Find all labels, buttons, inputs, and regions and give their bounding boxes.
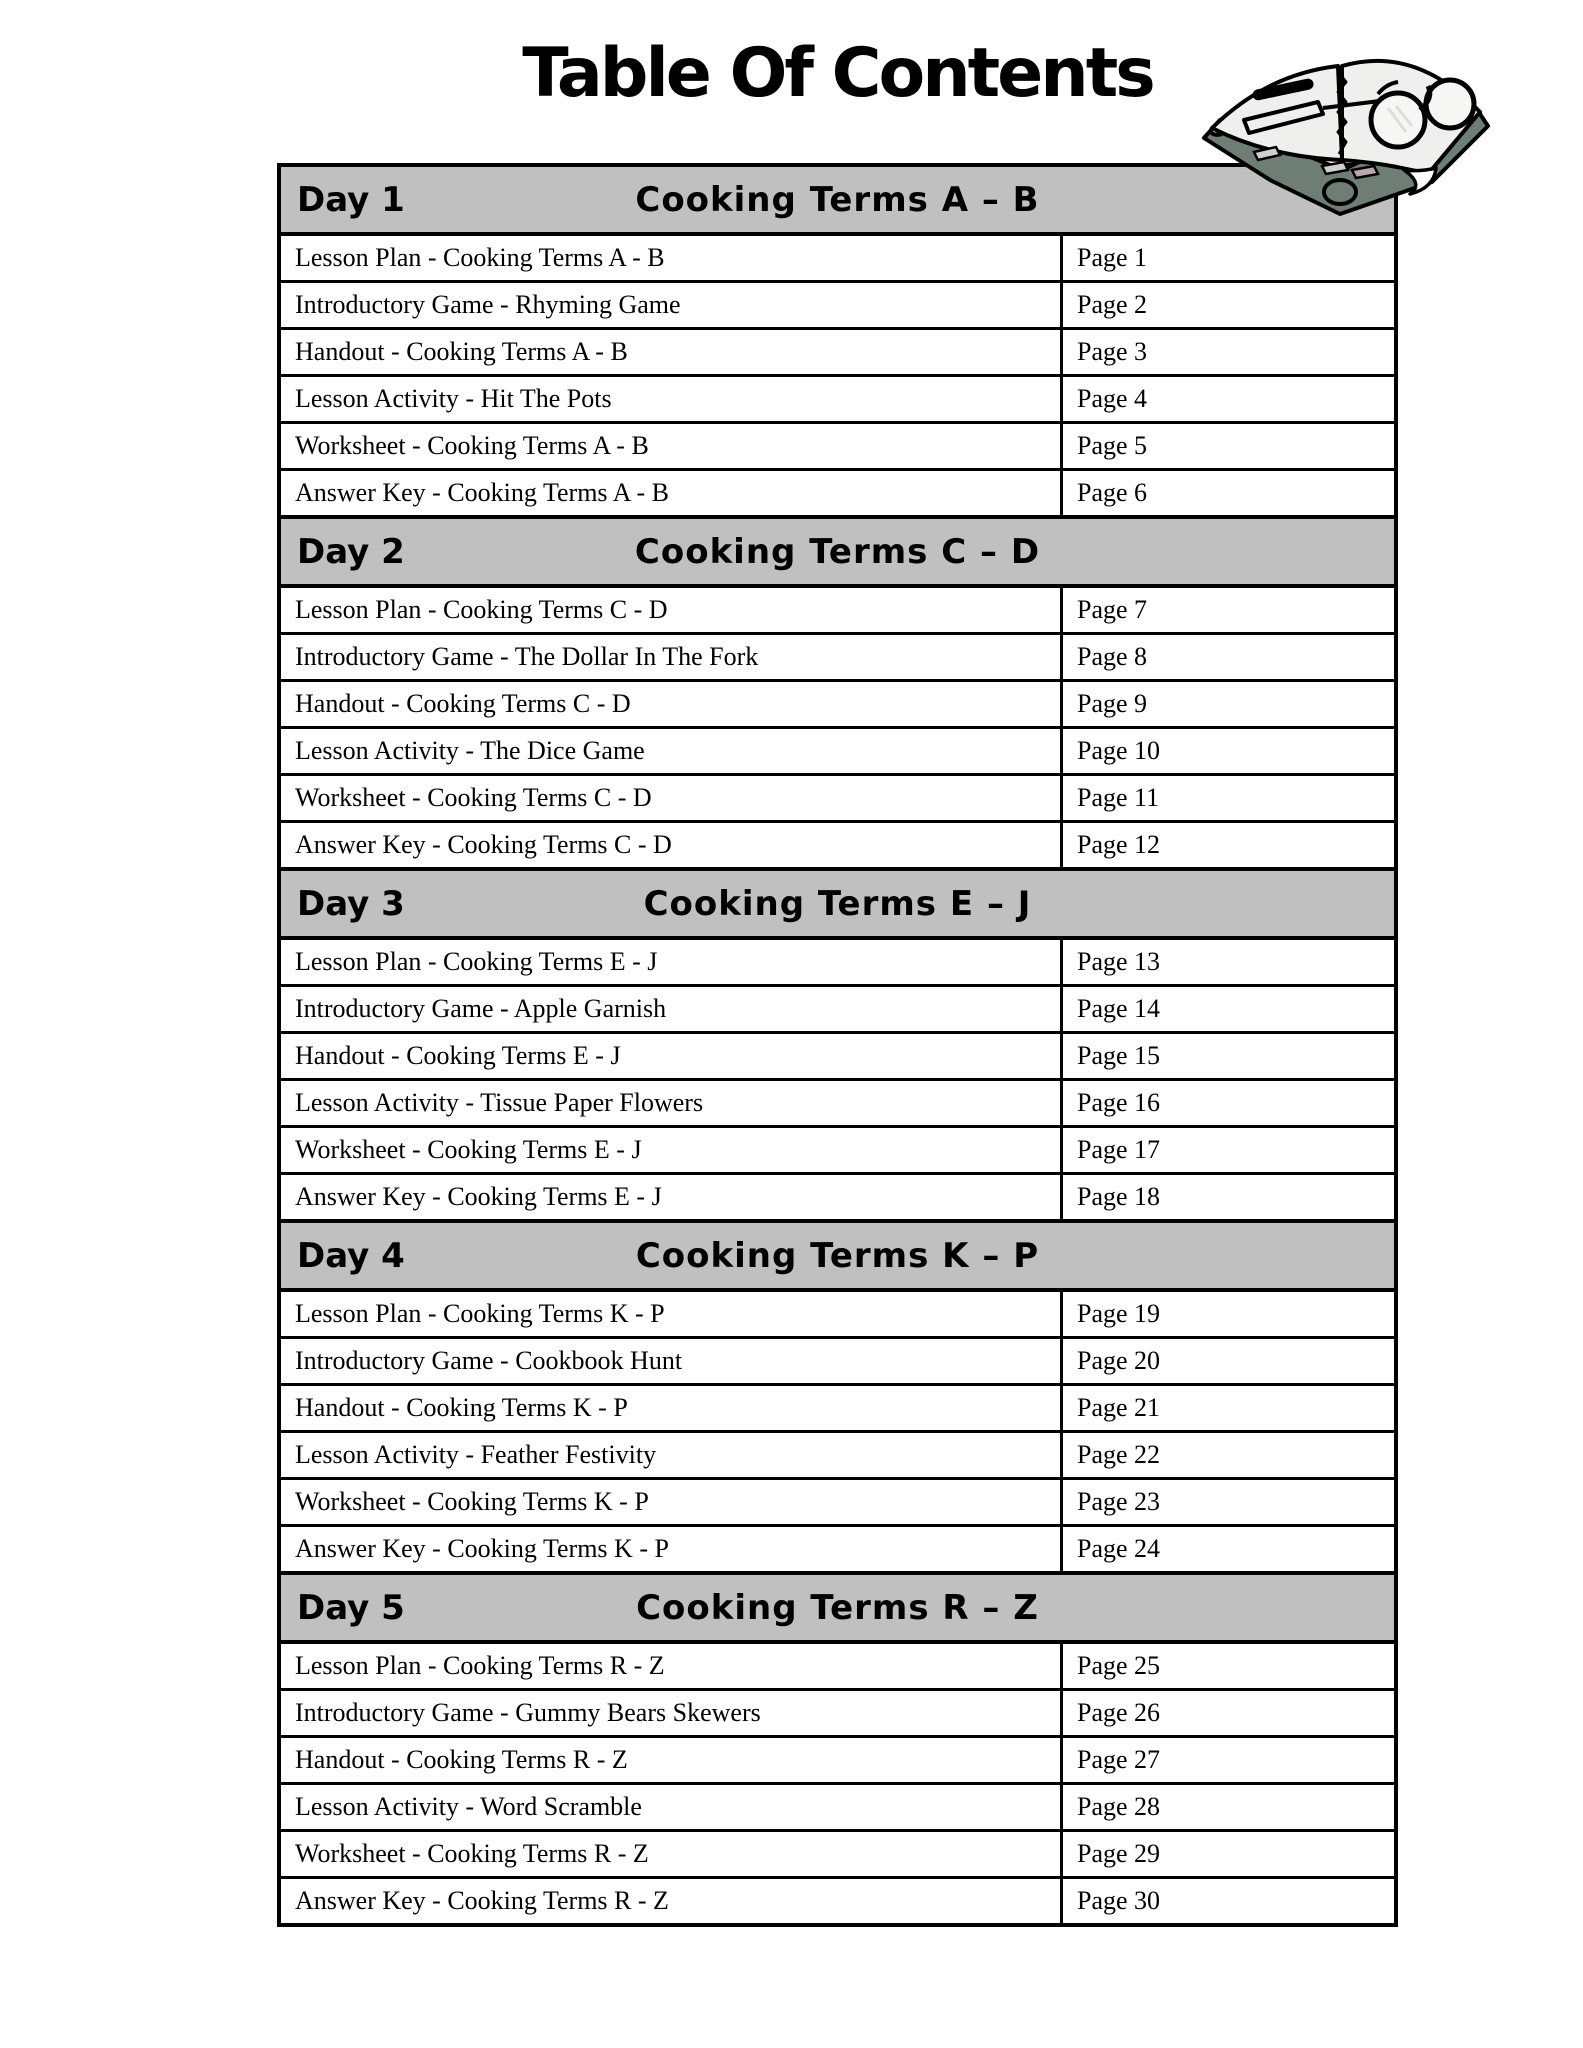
toc-entry-page: Page 15 (1060, 1034, 1394, 1078)
toc-entry-label: Handout - Cooking Terms C - D (295, 689, 631, 718)
toc-entry-label: Worksheet - Cooking Terms R - Z (295, 1839, 649, 1868)
toc-row (281, 820, 1394, 867)
toc-row (281, 940, 1394, 984)
toc-entry-label: Introductory Game - The Dollar In The Fork (295, 642, 759, 671)
toc-entry-label: Lesson Activity - Feather Festivity (295, 1440, 657, 1469)
open-book-with-glasses-icon (1192, 42, 1492, 220)
toc-entry-page: Page 20 (1060, 1339, 1394, 1383)
toc-row (281, 1735, 1394, 1782)
toc-entry-label: Worksheet - Cooking Terms C - D (295, 783, 652, 812)
toc-entry-page: Page 17 (1060, 1128, 1394, 1172)
toc-entry-label: Introductory Game - Cookbook Hunt (295, 1346, 683, 1375)
toc-row (281, 632, 1394, 679)
toc-row (281, 421, 1394, 468)
toc-entry-label: Lesson Plan - Cooking Terms E - J (295, 947, 658, 976)
toc-entry-label: Answer Key - Cooking Terms A - B (295, 478, 669, 507)
toc-row (281, 1125, 1394, 1172)
toc-entry-label: Handout - Cooking Terms E - J (295, 1041, 621, 1070)
toc-entry-label: Lesson Plan - Cooking Terms R - Z (295, 1651, 665, 1680)
toc-section (281, 515, 1394, 867)
toc-entry-label: Lesson Activity - The Dice Game (295, 736, 645, 765)
toc-entry-label: Handout - Cooking Terms A - B (295, 337, 628, 366)
section-header (281, 515, 1394, 588)
page-title: Table Of Contents (522, 34, 1153, 113)
section-title: Cooking Terms K – P (635, 1235, 1040, 1276)
toc-row (281, 1829, 1394, 1876)
toc-entry-page: Page 16 (1060, 1081, 1394, 1125)
toc-row (281, 280, 1394, 327)
toc-entry-label: Lesson Activity - Word Scramble (295, 1792, 642, 1821)
toc-row (281, 327, 1394, 374)
toc-entry-label: Introductory Game - Apple Garnish (295, 994, 667, 1023)
toc-entry-label: Introductory Game - Rhyming Game (295, 290, 681, 319)
section-day-label: Day 3 (297, 883, 405, 924)
section-day-label: Day 2 (297, 531, 405, 572)
toc-entry-page: Page 14 (1060, 987, 1394, 1031)
toc-entry-label: Handout - Cooking Terms K - P (295, 1393, 628, 1422)
section-day-label: Day 5 (297, 1587, 405, 1628)
toc-row (281, 1477, 1394, 1524)
toc-entry-page: Page 8 (1060, 635, 1394, 679)
toc-entry-page: Page 23 (1060, 1480, 1394, 1524)
toc-entry-page: Page 30 (1060, 1879, 1394, 1923)
section-day-label: Day 4 (297, 1235, 405, 1276)
toc-entry-page: Page 9 (1060, 682, 1394, 726)
toc-entry-page: Page 7 (1060, 588, 1394, 632)
section-title: Cooking Terms E – J (643, 883, 1032, 924)
toc-entry-page: Page 27 (1060, 1738, 1394, 1782)
toc-entry-page: Page 29 (1060, 1832, 1394, 1876)
section-header (281, 867, 1394, 940)
toc-table (277, 163, 1398, 1927)
toc-entry-page: Page 18 (1060, 1175, 1394, 1219)
toc-row (281, 1172, 1394, 1219)
toc-row (281, 1782, 1394, 1829)
toc-row (281, 1383, 1394, 1430)
toc-section (281, 1219, 1394, 1571)
toc-entry-page: Page 19 (1060, 1292, 1394, 1336)
toc-entry-page: Page 22 (1060, 1433, 1394, 1477)
toc-entry-page: Page 1 (1060, 236, 1394, 280)
toc-section (281, 867, 1394, 1219)
section-rows (281, 1292, 1394, 1571)
section-title: Cooking Terms A – B (635, 179, 1040, 220)
section-title: Cooking Terms R – Z (636, 1587, 1039, 1628)
toc-row (281, 1524, 1394, 1571)
section-rows (281, 940, 1394, 1219)
toc-entry-label: Lesson Plan - Cooking Terms A - B (295, 243, 665, 272)
toc-entry-page: Page 6 (1060, 471, 1394, 515)
toc-row (281, 1078, 1394, 1125)
toc-row (281, 726, 1394, 773)
toc-entry-page: Page 21 (1060, 1386, 1394, 1430)
section-header (281, 1219, 1394, 1292)
toc-entry-label: Worksheet - Cooking Terms E - J (295, 1135, 642, 1164)
toc-entry-label: Introductory Game - Gummy Bears Skewers (295, 1698, 761, 1727)
toc-entry-page: Page 26 (1060, 1691, 1394, 1735)
toc-entry-page: Page 13 (1060, 940, 1394, 984)
toc-row (281, 1644, 1394, 1688)
toc-entry-page: Page 25 (1060, 1644, 1394, 1688)
toc-entry-page: Page 12 (1060, 823, 1394, 867)
toc-row (281, 374, 1394, 421)
section-rows (281, 236, 1394, 515)
toc-row (281, 1430, 1394, 1477)
toc-row (281, 679, 1394, 726)
toc-entry-label: Answer Key - Cooking Terms C - D (295, 830, 672, 859)
toc-row (281, 773, 1394, 820)
toc-entry-label: Answer Key - Cooking Terms E - J (295, 1182, 662, 1211)
toc-entry-page: Page 4 (1060, 377, 1394, 421)
toc-row (281, 236, 1394, 280)
toc-entry-label: Lesson Activity - Hit The Pots (295, 384, 612, 413)
toc-entry-page: Page 5 (1060, 424, 1394, 468)
toc-entry-label: Worksheet - Cooking Terms A - B (295, 431, 649, 460)
toc-entry-label: Handout - Cooking Terms R - Z (295, 1745, 628, 1774)
toc-row (281, 1688, 1394, 1735)
toc-row (281, 1876, 1394, 1923)
section-rows (281, 588, 1394, 867)
toc-row (281, 984, 1394, 1031)
toc-row (281, 1292, 1394, 1336)
toc-entry-label: Answer Key - Cooking Terms K - P (295, 1534, 669, 1563)
section-rows (281, 1644, 1394, 1923)
toc-entry-label: Lesson Plan - Cooking Terms K - P (295, 1299, 665, 1328)
toc-entry-page: Page 28 (1060, 1785, 1394, 1829)
toc-row (281, 1336, 1394, 1383)
section-day-label: Day 1 (297, 179, 405, 220)
section-title: Cooking Terms C – D (634, 531, 1041, 572)
toc-entry-label: Answer Key - Cooking Terms R - Z (295, 1886, 669, 1915)
toc-entry-page: Page 2 (1060, 283, 1394, 327)
toc-entry-page: Page 3 (1060, 330, 1394, 374)
section-header (281, 1571, 1394, 1644)
toc-entry-label: Lesson Activity - Tissue Paper Flowers (295, 1088, 704, 1117)
toc-entry-page: Page 10 (1060, 729, 1394, 773)
toc-row (281, 1031, 1394, 1078)
toc-entry-page: Page 11 (1060, 776, 1394, 820)
toc-entry-page: Page 24 (1060, 1527, 1394, 1571)
toc-row (281, 588, 1394, 632)
toc-section (281, 1571, 1394, 1923)
toc-entry-label: Worksheet - Cooking Terms K - P (295, 1487, 649, 1516)
toc-entry-label: Lesson Plan - Cooking Terms C - D (295, 595, 668, 624)
toc-row (281, 468, 1394, 515)
